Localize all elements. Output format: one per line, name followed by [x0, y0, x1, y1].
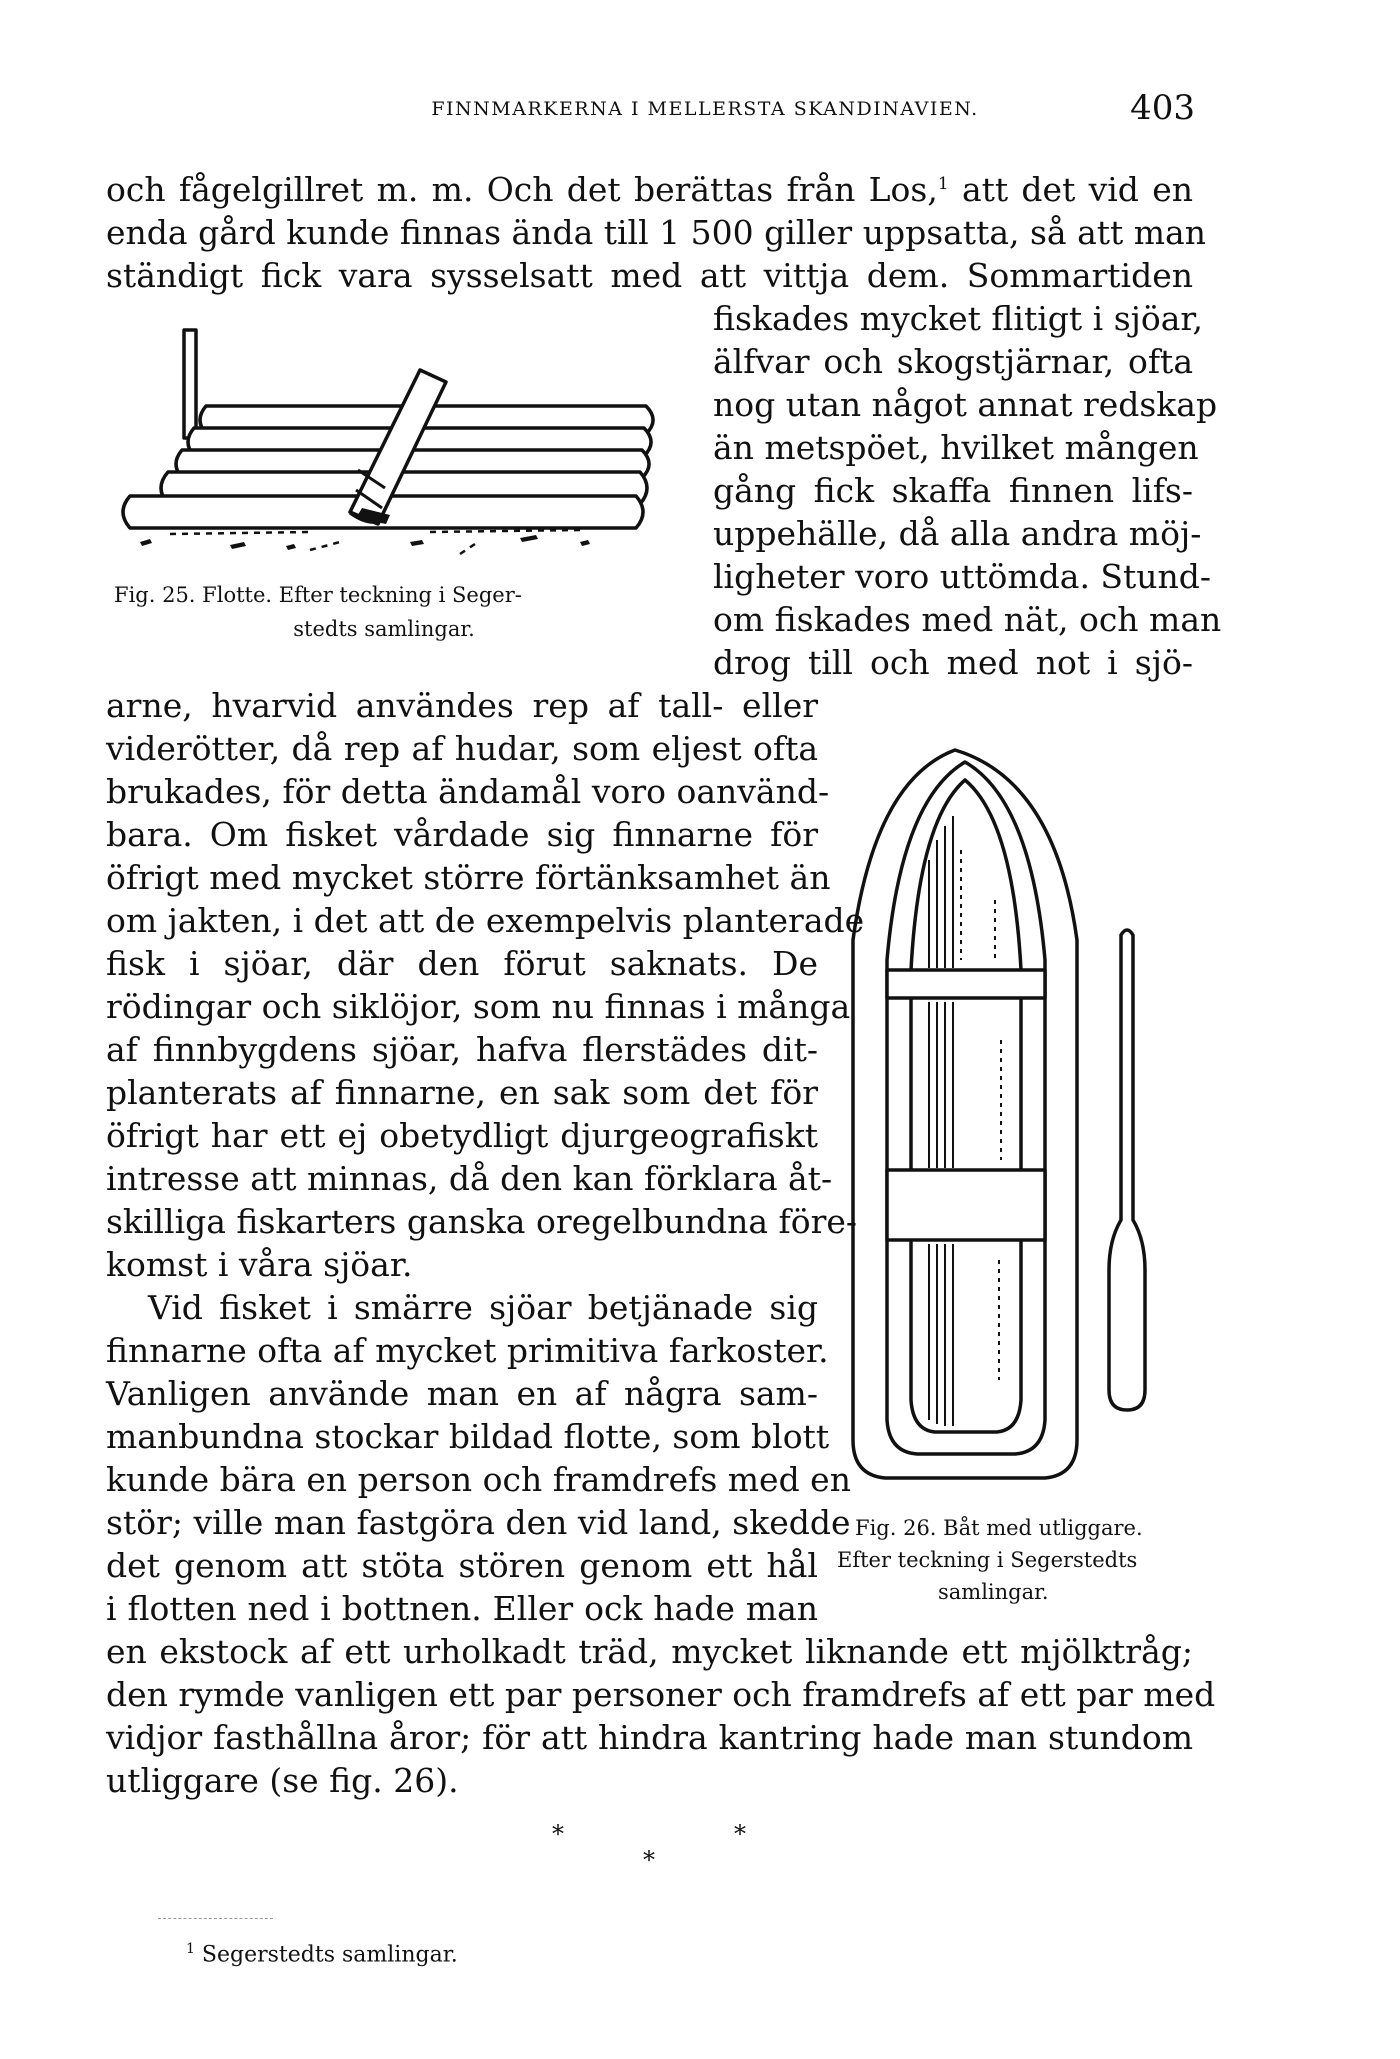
text-line-left-5: öfrigt med mycket större förtänksamhet än — [106, 858, 831, 897]
text-line-left-16: finnarne ofta af mycket primitiva farkoster. — [106, 1331, 829, 1370]
text-line-left-11: öfrigt har ett ej obetydligt djurgeografiskt — [106, 1116, 818, 1155]
text-line-left-15: Vid fisket i smärre sjöar betjänade sig — [148, 1288, 818, 1327]
text-line-right-6: uppehälle, då alla andra möj- — [713, 514, 1202, 553]
footnote-reference: 1 — [937, 174, 949, 194]
text-line-left-9: af finnbygdens sjöar, hafva flerstädes dit- — [106, 1030, 818, 1069]
page-number: 403 — [1130, 88, 1195, 128]
text-line-bottom-2: den rymde vanligen ett par personer och framdrefs af ett par med — [106, 1675, 1216, 1714]
fig25-caption-line2: stedts samlingar. — [293, 617, 475, 641]
text-line-left-2: viderötter, då rep af hudar, som eljest ofta — [106, 729, 818, 768]
text-line-left-13: skilliga fiskarters ganska oregelbundna före- — [106, 1202, 858, 1241]
figure-boat — [845, 740, 1175, 1500]
text-line-left-14: komst i våra sjöar. — [106, 1245, 413, 1284]
text-line-left-4: bara. Om fisket vårdade sig finnarne för — [106, 815, 818, 854]
fig26-caption-line3: samlingar. — [938, 1580, 1049, 1604]
text-line-left-10: planterats af finnarne, en sak som det för — [106, 1073, 818, 1112]
boat-illustration — [845, 740, 1175, 1500]
text-line-left-22: i flotten ned i bottnen. Eller ock hade man — [106, 1589, 818, 1628]
text-line-left-3: brukades, för detta ändamål voro oanvänd- — [106, 772, 830, 811]
text-line-left-17: Vanligen använde man en af några sam- — [106, 1374, 818, 1413]
text-line-right-9: drog till och med not i sjö- — [713, 643, 1193, 682]
fig25-caption-line1: Fig. 25. Flotte. Efter teckning i Seger- — [114, 583, 522, 607]
footnote-marker: 1 — [186, 1941, 195, 1957]
text-line-left-20: stör; ville man fastgöra den vid land, skedde — [106, 1503, 851, 1542]
asterisk-center: * — [643, 1846, 655, 1874]
text-line-right-3: nog utan något annat redskap — [713, 385, 1218, 424]
text-line-left-18: manbundna stockar bildad flotte, som blott — [106, 1417, 830, 1456]
text-line-bottom-4: utliggare (se fig. 26). — [106, 1761, 459, 1800]
footnote-text: Segerstedts samlingar. — [201, 1942, 458, 1968]
text-line-right-5: gång fick skaffa finnen lifs- — [713, 471, 1193, 510]
fig26-caption-line1: Fig. 26. Båt med utliggare. — [855, 1516, 1143, 1540]
footnote — [186, 1934, 458, 1970]
footnote-rule — [158, 1918, 273, 1919]
text-line-top-2: enda gård kunde finnas ända till 1 500 giller uppsatta, så att man — [106, 213, 1206, 252]
text-line-bottom-1: en ekstock af ett urholkadt träd, mycket liknande ett mjölktråg; — [106, 1632, 1193, 1671]
text-line-top-3: ständigt fick vara sysselsatt med att vittja dem. Sommartiden — [106, 256, 1193, 295]
text-line-left-12: intresse att minnas, då den kan förklara åt- — [106, 1159, 833, 1198]
fig26-caption-line2: Efter teckning i Segerstedts — [837, 1548, 1138, 1572]
text-line-left-6: om jakten, i det att de exempelvis planterade — [106, 901, 865, 940]
text-line-right-2: älfvar och skogstjärnar, ofta — [713, 342, 1193, 381]
text-line-right-8: om fiskades med nät, och man — [713, 600, 1222, 639]
text-line-left-19: kunde bära en person och framdrefs med en — [106, 1460, 851, 1499]
text-line-right-4: än metspöet, hvilket mången — [713, 428, 1199, 467]
text-line-left-8: rödingar och siklöjor, som nu finnas i många — [106, 987, 851, 1026]
text-line-left-1: arne, hvarvid användes rep af tall- eller — [106, 686, 818, 725]
raft-illustration — [110, 310, 670, 560]
text-line-right-1: fiskades mycket flitigt i sjöar, — [713, 299, 1204, 338]
text-line-left-7: fisk i sjöar, där den förut saknats. De — [106, 944, 818, 983]
text-line-bottom-3: vidjor fasthållna åror; för att hindra kantring hade man stundom — [106, 1718, 1193, 1757]
running-header: FINNMARKERNA I MELLERSTA SKANDINAVIEN. — [431, 98, 979, 120]
text-line-left-21: det genom att stöta stören genom ett hål — [106, 1546, 818, 1585]
text-line-top-1: och fågelgillret m. m. Och det berättas från Los,$^1$ att det vid en — [106, 170, 1193, 209]
text-line-right-7: ligheter voro uttömda. Stund- — [713, 557, 1212, 596]
figure-raft — [110, 310, 670, 560]
asterisk-left: * — [552, 1820, 564, 1848]
asterisk-right: * — [734, 1820, 746, 1848]
